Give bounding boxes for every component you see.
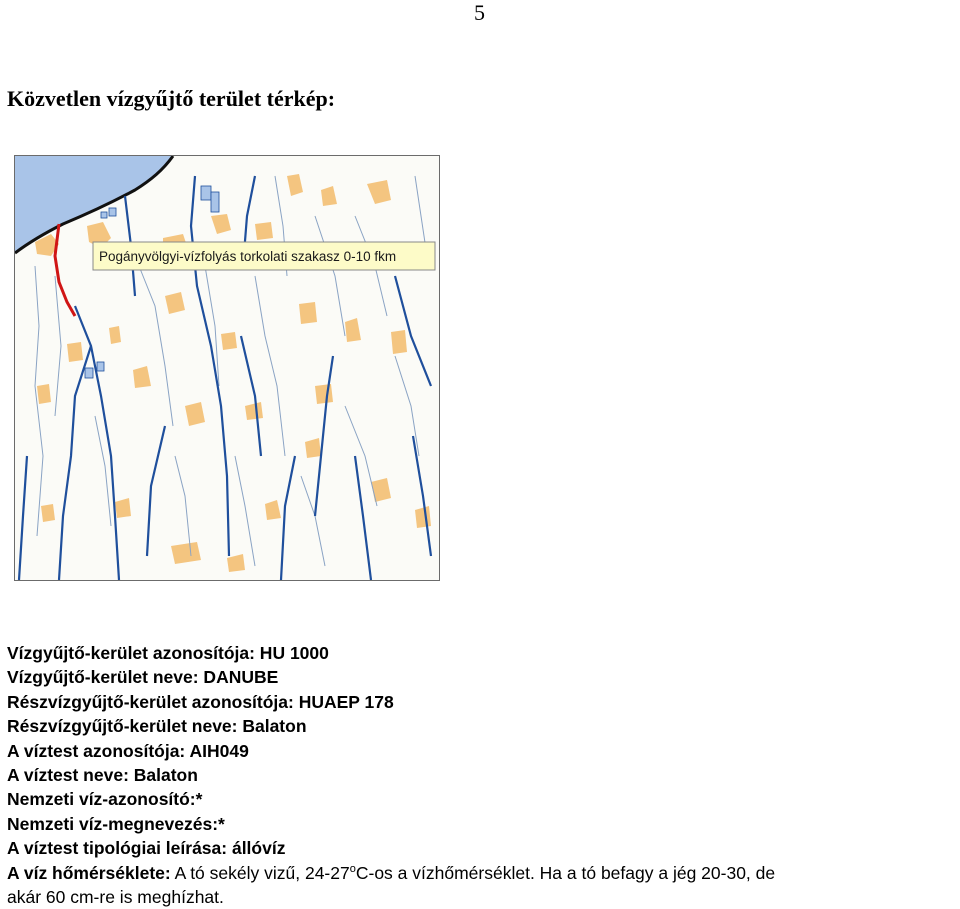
info-row-subdistrict-name: Részvízgyűjtő-kerület neve: Balaton: [7, 716, 307, 737]
info-row-waterbody-name: A víztest neve: Balaton: [7, 765, 198, 786]
temperature-text-line2: akár 60 cm-re is meghízhat.: [7, 887, 224, 908]
map-callout: [93, 242, 435, 270]
info-row-national-water-id: Nemzeti víz-azonosító:*: [7, 789, 203, 810]
page-title: Közvetlen vízgyűjtő terület térkép:: [7, 86, 336, 111]
info-row-waterbody-id: A víztest azonosítója: AIH049: [7, 740, 249, 761]
map-callout-label: Pogányvölgyi-vízfolyás torkolati szakasz 0-10 fkm: [99, 249, 397, 264]
info-row-district-id: Vízgyűjtő-kerület azonosítója: HU 1000: [7, 643, 329, 663]
water-body-info: [7, 641, 960, 909]
temperature-text-b: C-os a vízhőmérséklet. Ha a tó befagy a jég 20-30, de: [355, 862, 776, 883]
info-row-temperature: [7, 861, 960, 909]
shore-ponds: [85, 186, 219, 378]
page-number: 5: [474, 0, 485, 25]
settlements: [35, 174, 431, 572]
highlighted-river-segment: [55, 224, 75, 316]
temperature-text-a: A tó sekély vizű, 24-27: [170, 862, 350, 883]
info-row-district-name: Vízgyűjtő-kerület neve: DANUBE: [7, 667, 279, 688]
map-canvas: [15, 156, 439, 580]
catchment-map: [14, 155, 440, 581]
info-row-subdistrict-id: Részvízgyűjtő-kerület azonosítója: HUAEP 178: [7, 691, 394, 712]
degree-superscript: o: [349, 862, 356, 875]
temperature-label: A víz hőmérséklete:: [7, 862, 171, 883]
info-row-typology: A víztest tipológiai leírása: állóvíz: [7, 838, 286, 859]
info-row-national-water-name: Nemzeti víz-megnevezés:*: [7, 813, 225, 834]
major-streams: [19, 176, 431, 580]
